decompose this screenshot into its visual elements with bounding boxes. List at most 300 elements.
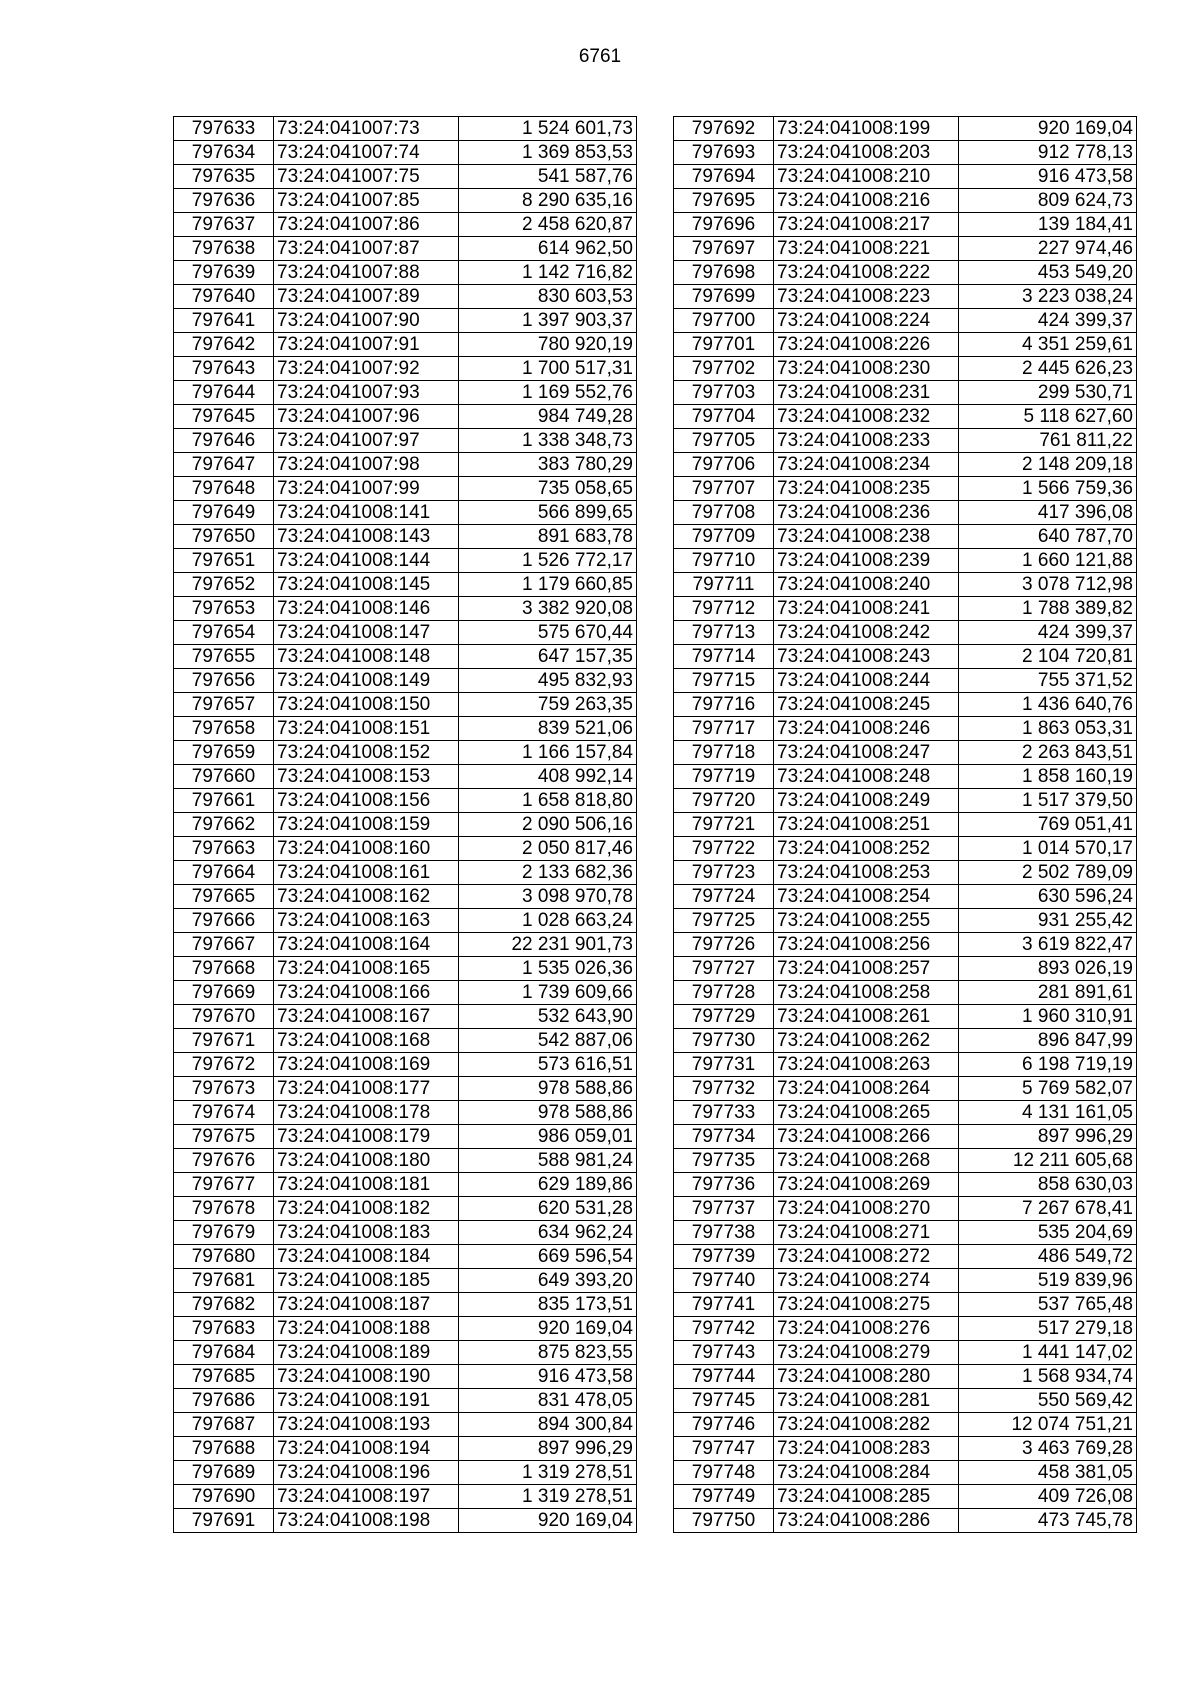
- cadastral-value-cell: 735 058,65: [459, 477, 637, 501]
- row-number-cell: 797681: [174, 1269, 274, 1293]
- table-row: [174, 237, 637, 261]
- cadastral-value-cell: 281 891,61: [959, 981, 1137, 1005]
- row-number-cell: 797723: [674, 861, 774, 885]
- row-number-cell: 797670: [174, 1005, 274, 1029]
- cadastral-value-cell: 920 169,04: [459, 1317, 637, 1341]
- cadastral-number-cell: 73:24:041008:156: [274, 789, 459, 813]
- cadastral-value-cell: 896 847,99: [959, 1029, 1137, 1053]
- cadastral-value-cell: 978 588,86: [459, 1077, 637, 1101]
- table-row: [674, 789, 1137, 813]
- cadastral-number-cell: 73:24:041008:246: [774, 717, 959, 741]
- row-number-cell: 797716: [674, 693, 774, 717]
- cadastral-number-cell: 73:24:041008:217: [774, 213, 959, 237]
- cadastral-value-cell: 227 974,46: [959, 237, 1137, 261]
- table-row: [174, 1437, 637, 1461]
- cadastral-value-cell: 986 059,01: [459, 1125, 637, 1149]
- cadastral-value-cell: 409 726,08: [959, 1485, 1137, 1509]
- row-number-cell: 797696: [674, 213, 774, 237]
- table-row: [674, 429, 1137, 453]
- cadastral-value-cell: 916 473,58: [959, 165, 1137, 189]
- table-row: [174, 1053, 637, 1077]
- table-row: [174, 1509, 637, 1533]
- table-row: [174, 1365, 637, 1389]
- cadastral-number-cell: 73:24:041008:233: [774, 429, 959, 453]
- table-row: [174, 597, 637, 621]
- table-row: [174, 1269, 637, 1293]
- row-number-cell: 797747: [674, 1437, 774, 1461]
- table-row: [674, 1365, 1137, 1389]
- cadastral-number-cell: 73:24:041008:152: [274, 741, 459, 765]
- cadastral-number-cell: 73:24:041008:203: [774, 141, 959, 165]
- cadastral-value-cell: 6 198 719,19: [959, 1053, 1137, 1077]
- row-number-cell: 797721: [674, 813, 774, 837]
- cadastral-value-cell: 931 255,42: [959, 909, 1137, 933]
- cadastral-value-cell: 875 823,55: [459, 1341, 637, 1365]
- cadastral-number-cell: 73:24:041007:86: [274, 213, 459, 237]
- row-number-cell: 797733: [674, 1101, 774, 1125]
- cadastral-value-cell: 535 204,69: [959, 1221, 1137, 1245]
- row-number-cell: 797633: [174, 117, 274, 141]
- cadastral-number-cell: 73:24:041008:184: [274, 1245, 459, 1269]
- table-row: [674, 1509, 1137, 1533]
- table-row: [674, 357, 1137, 381]
- table-row: [674, 597, 1137, 621]
- cadastral-number-cell: 73:24:041008:150: [274, 693, 459, 717]
- cadastral-number-cell: 73:24:041008:276: [774, 1317, 959, 1341]
- cadastral-number-cell: 73:24:041007:97: [274, 429, 459, 453]
- table-row: [674, 1485, 1137, 1509]
- table-row: [674, 309, 1137, 333]
- cadastral-number-cell: 73:24:041008:274: [774, 1269, 959, 1293]
- row-number-cell: 797740: [674, 1269, 774, 1293]
- row-number-cell: 797708: [674, 501, 774, 525]
- table-row: [674, 1005, 1137, 1029]
- cadastral-number-cell: 73:24:041008:179: [274, 1125, 459, 1149]
- table-row: [174, 333, 637, 357]
- cadastral-number-cell: 73:24:041008:241: [774, 597, 959, 621]
- row-number-cell: 797725: [674, 909, 774, 933]
- row-number-cell: 797735: [674, 1149, 774, 1173]
- row-number-cell: 797648: [174, 477, 274, 501]
- cadastral-number-cell: 73:24:041008:181: [274, 1173, 459, 1197]
- row-number-cell: 797732: [674, 1077, 774, 1101]
- cadastral-value-cell: 537 765,48: [959, 1293, 1137, 1317]
- row-number-cell: 797657: [174, 693, 274, 717]
- cadastral-value-cell: 2 445 626,23: [959, 357, 1137, 381]
- cadastral-number-cell: 73:24:041008:223: [774, 285, 959, 309]
- table-row: [674, 1317, 1137, 1341]
- cadastral-number-cell: 73:24:041008:263: [774, 1053, 959, 1077]
- cadastral-value-cell: 1 658 818,80: [459, 789, 637, 813]
- table-row: [674, 1389, 1137, 1413]
- cadastral-value-cell: 891 683,78: [459, 525, 637, 549]
- row-number-cell: 797689: [174, 1461, 274, 1485]
- row-number-cell: 797634: [174, 141, 274, 165]
- table-row: [674, 957, 1137, 981]
- cadastral-number-cell: 73:24:041008:270: [774, 1197, 959, 1221]
- row-number-cell: 797676: [174, 1149, 274, 1173]
- row-number-cell: 797706: [674, 453, 774, 477]
- cadastral-value-cell: 2 050 817,46: [459, 837, 637, 861]
- cadastral-value-cell: 1 142 716,82: [459, 261, 637, 285]
- cadastral-number-cell: 73:24:041008:283: [774, 1437, 959, 1461]
- cadastral-value-cell: 630 596,24: [959, 885, 1137, 909]
- table-row: [174, 1413, 637, 1437]
- cadastral-value-cell: 3 078 712,98: [959, 573, 1137, 597]
- row-number-cell: 797750: [674, 1509, 774, 1533]
- cadastral-value-cell: 984 749,28: [459, 405, 637, 429]
- cadastral-number-cell: 73:24:041008:216: [774, 189, 959, 213]
- table-row: [174, 813, 637, 837]
- row-number-cell: 797673: [174, 1077, 274, 1101]
- cadastral-number-cell: 73:24:041008:143: [274, 525, 459, 549]
- table-row: [174, 669, 637, 693]
- table-row: [174, 1461, 637, 1485]
- table-row: [674, 1221, 1137, 1245]
- cadastral-value-cell: 3 223 038,24: [959, 285, 1137, 309]
- table-row: [174, 1245, 637, 1269]
- cadastral-number-cell: 73:24:041008:281: [774, 1389, 959, 1413]
- cadastral-number-cell: 73:24:041008:141: [274, 501, 459, 525]
- table-row: [174, 573, 637, 597]
- cadastral-number-cell: 73:24:041007:90: [274, 309, 459, 333]
- cadastral-number-cell: 73:24:041008:265: [774, 1101, 959, 1125]
- row-number-cell: 797744: [674, 1365, 774, 1389]
- cadastral-number-cell: 73:24:041008:153: [274, 765, 459, 789]
- table-row: [174, 1125, 637, 1149]
- cadastral-value-cell: 1 338 348,73: [459, 429, 637, 453]
- cadastral-number-cell: 73:24:041008:160: [274, 837, 459, 861]
- cadastral-number-cell: 73:24:041007:89: [274, 285, 459, 309]
- table-row: [174, 861, 637, 885]
- cadastral-value-cell: 1 858 160,19: [959, 765, 1137, 789]
- cadastral-value-cell: 634 962,24: [459, 1221, 637, 1245]
- cadastral-value-cell: 2 133 682,36: [459, 861, 637, 885]
- row-number-cell: 797666: [174, 909, 274, 933]
- row-number-cell: 797690: [174, 1485, 274, 1509]
- table-row: [674, 1029, 1137, 1053]
- row-number-cell: 797737: [674, 1197, 774, 1221]
- row-number-cell: 797717: [674, 717, 774, 741]
- table-row: [174, 549, 637, 573]
- table-row: [674, 765, 1137, 789]
- row-number-cell: 797642: [174, 333, 274, 357]
- table-row: [174, 1173, 637, 1197]
- cadastral-value-cell: 893 026,19: [959, 957, 1137, 981]
- row-number-cell: 797692: [674, 117, 774, 141]
- table-row: [674, 1125, 1137, 1149]
- cadastral-number-cell: 73:24:041008:180: [274, 1149, 459, 1173]
- cadastral-value-cell: 1 014 570,17: [959, 837, 1137, 861]
- row-number-cell: 797712: [674, 597, 774, 621]
- row-number-cell: 797722: [674, 837, 774, 861]
- cadastral-number-cell: 73:24:041007:75: [274, 165, 459, 189]
- cadastral-value-cell: 759 263,35: [459, 693, 637, 717]
- table-row: [174, 765, 637, 789]
- cadastral-value-cell: 4 351 259,61: [959, 333, 1137, 357]
- table-row: [174, 189, 637, 213]
- cadastral-value-cell: 620 531,28: [459, 1197, 637, 1221]
- table-row: [674, 477, 1137, 501]
- cadastral-value-cell: 473 745,78: [959, 1509, 1137, 1533]
- row-number-cell: 797669: [174, 981, 274, 1005]
- cadastral-number-cell: 73:24:041008:191: [274, 1389, 459, 1413]
- cadastral-value-cell: 1 566 759,36: [959, 477, 1137, 501]
- table-row: [674, 645, 1137, 669]
- table-row: [674, 285, 1137, 309]
- cadastral-value-cell: 1 526 772,17: [459, 549, 637, 573]
- row-number-cell: 797639: [174, 261, 274, 285]
- cadastral-value-cell: 669 596,54: [459, 1245, 637, 1269]
- table-row: [174, 645, 637, 669]
- cadastral-value-cell: 4 131 161,05: [959, 1101, 1137, 1125]
- row-number-cell: 797705: [674, 429, 774, 453]
- cadastral-value-cell: 3 382 920,08: [459, 597, 637, 621]
- cadastral-value-cell: 424 399,37: [959, 309, 1137, 333]
- row-number-cell: 797693: [674, 141, 774, 165]
- cadastral-value-cell: 2 090 506,16: [459, 813, 637, 837]
- table-row: [674, 621, 1137, 645]
- cadastral-number-cell: 73:24:041008:252: [774, 837, 959, 861]
- cadastral-value-cell: 139 184,41: [959, 213, 1137, 237]
- table-row: [674, 381, 1137, 405]
- cadastral-number-cell: 73:24:041008:148: [274, 645, 459, 669]
- cadastral-number-cell: 73:24:041007:99: [274, 477, 459, 501]
- row-number-cell: 797718: [674, 741, 774, 765]
- row-number-cell: 797661: [174, 789, 274, 813]
- cadastral-value-cell: 22 231 901,73: [459, 933, 637, 957]
- table-row: [174, 405, 637, 429]
- table-row: [174, 501, 637, 525]
- row-number-cell: 797684: [174, 1341, 274, 1365]
- cadastral-number-cell: 73:24:041008:164: [274, 933, 459, 957]
- cadastral-value-cell: 1 863 053,31: [959, 717, 1137, 741]
- table-row: [674, 1293, 1137, 1317]
- cadastral-number-cell: 73:24:041008:264: [774, 1077, 959, 1101]
- cadastral-value-cell: 573 616,51: [459, 1053, 637, 1077]
- cadastral-value-cell: 1 568 934,74: [959, 1365, 1137, 1389]
- table-row: [174, 1029, 637, 1053]
- row-number-cell: 797672: [174, 1053, 274, 1077]
- cadastral-number-cell: 73:24:041008:251: [774, 813, 959, 837]
- cadastral-number-cell: 73:24:041008:286: [774, 1509, 959, 1533]
- cadastral-number-cell: 73:24:041008:231: [774, 381, 959, 405]
- row-number-cell: 797682: [174, 1293, 274, 1317]
- table-row: [674, 741, 1137, 765]
- row-number-cell: 797700: [674, 309, 774, 333]
- cadastral-value-cell: 1 517 379,50: [959, 789, 1137, 813]
- cadastral-value-cell: 649 393,20: [459, 1269, 637, 1293]
- table-row: [674, 1101, 1137, 1125]
- cadastral-number-cell: 73:24:041008:197: [274, 1485, 459, 1509]
- cadastral-number-cell: 73:24:041008:166: [274, 981, 459, 1005]
- cadastral-number-cell: 73:24:041008:256: [774, 933, 959, 957]
- table-row: [674, 1245, 1137, 1269]
- cadastral-value-cell: 8 290 635,16: [459, 189, 637, 213]
- table-row: [174, 453, 637, 477]
- cadastral-value-cell: 835 173,51: [459, 1293, 637, 1317]
- cadastral-number-cell: 73:24:041008:187: [274, 1293, 459, 1317]
- table-row: [674, 861, 1137, 885]
- cadastral-number-cell: 73:24:041008:183: [274, 1221, 459, 1245]
- cadastral-value-cell: 3 619 822,47: [959, 933, 1137, 957]
- table-row: [174, 1293, 637, 1317]
- row-number-cell: 797730: [674, 1029, 774, 1053]
- cadastral-number-cell: 73:24:041008:245: [774, 693, 959, 717]
- table-row: [674, 693, 1137, 717]
- table-row: [674, 501, 1137, 525]
- row-number-cell: 797678: [174, 1197, 274, 1221]
- row-number-cell: 797739: [674, 1245, 774, 1269]
- table-row: [174, 1485, 637, 1509]
- cadastral-value-cell: 897 996,29: [959, 1125, 1137, 1149]
- table-row: [174, 1317, 637, 1341]
- cadastral-number-cell: 73:24:041008:167: [274, 1005, 459, 1029]
- cadastral-value-cell: 3 463 769,28: [959, 1437, 1137, 1461]
- cadastral-value-cell: 12 211 605,68: [959, 1149, 1137, 1173]
- cadastral-number-cell: 73:24:041008:236: [774, 501, 959, 525]
- cadastral-value-cell: 517 279,18: [959, 1317, 1137, 1341]
- cadastral-number-cell: 73:24:041008:198: [274, 1509, 459, 1533]
- cadastral-number-cell: 73:24:041008:266: [774, 1125, 959, 1149]
- cadastral-value-cell: 1 169 552,76: [459, 381, 637, 405]
- cadastral-number-cell: 73:24:041008:268: [774, 1149, 959, 1173]
- cadastral-value-cell: 417 396,08: [959, 501, 1137, 525]
- cadastral-number-cell: 73:24:041008:144: [274, 549, 459, 573]
- cadastral-value-cell: 566 899,65: [459, 501, 637, 525]
- cadastral-value-cell: 614 962,50: [459, 237, 637, 261]
- cadastral-number-cell: 73:24:041008:199: [774, 117, 959, 141]
- row-number-cell: 797731: [674, 1053, 774, 1077]
- row-number-cell: 797701: [674, 333, 774, 357]
- table-row: [174, 981, 637, 1005]
- table-row: [674, 717, 1137, 741]
- cadastral-value-cell: 532 643,90: [459, 1005, 637, 1029]
- table-row: [174, 741, 637, 765]
- cadastral-number-cell: 73:24:041007:74: [274, 141, 459, 165]
- cadastral-number-cell: 73:24:041008:221: [774, 237, 959, 261]
- table-row: [174, 117, 637, 141]
- row-number-cell: 797683: [174, 1317, 274, 1341]
- cadastral-number-cell: 73:24:041008:285: [774, 1485, 959, 1509]
- cadastral-number-cell: 73:24:041008:193: [274, 1413, 459, 1437]
- table-row: [674, 333, 1137, 357]
- table-row: [174, 261, 637, 285]
- cadastral-number-cell: 73:24:041008:284: [774, 1461, 959, 1485]
- row-number-cell: 797703: [674, 381, 774, 405]
- table-row: [674, 213, 1137, 237]
- table-row: [674, 453, 1137, 477]
- row-number-cell: 797649: [174, 501, 274, 525]
- row-number-cell: 797654: [174, 621, 274, 645]
- cadastral-value-cell: 1 660 121,88: [959, 549, 1137, 573]
- cadastral-number-cell: 73:24:041008:282: [774, 1413, 959, 1437]
- table-row: [674, 1077, 1137, 1101]
- cadastral-value-cell: 920 169,04: [959, 117, 1137, 141]
- row-number-cell: 797637: [174, 213, 274, 237]
- row-number-cell: 797685: [174, 1365, 274, 1389]
- table-row: [174, 1341, 637, 1365]
- cadastral-value-cell: 2 502 789,09: [959, 861, 1137, 885]
- table-row: [674, 141, 1137, 165]
- row-number-cell: 797646: [174, 429, 274, 453]
- cadastral-number-cell: 73:24:041007:73: [274, 117, 459, 141]
- cadastral-number-cell: 73:24:041008:177: [274, 1077, 459, 1101]
- table-row: [174, 909, 637, 933]
- row-number-cell: 797743: [674, 1341, 774, 1365]
- table-row: [174, 285, 637, 309]
- cadastral-number-cell: 73:24:041008:235: [774, 477, 959, 501]
- cadastral-value-cell: 5 769 582,07: [959, 1077, 1137, 1101]
- row-number-cell: 797658: [174, 717, 274, 741]
- cadastral-number-cell: 73:24:041008:255: [774, 909, 959, 933]
- table-row: [174, 1077, 637, 1101]
- cadastral-number-cell: 73:24:041007:85: [274, 189, 459, 213]
- cadastral-value-table-left: [173, 116, 637, 1533]
- table-row: [674, 1461, 1137, 1485]
- row-number-cell: 797645: [174, 405, 274, 429]
- cadastral-number-cell: 73:24:041008:244: [774, 669, 959, 693]
- cadastral-number-cell: 73:24:041008:254: [774, 885, 959, 909]
- table-row: [174, 693, 637, 717]
- cadastral-number-cell: 73:24:041008:159: [274, 813, 459, 837]
- row-number-cell: 797720: [674, 789, 774, 813]
- table-row: [674, 1173, 1137, 1197]
- table-row: [174, 357, 637, 381]
- cadastral-value-cell: 640 787,70: [959, 525, 1137, 549]
- cadastral-value-cell: 858 630,03: [959, 1173, 1137, 1197]
- table-row: [174, 1197, 637, 1221]
- row-number-cell: 797715: [674, 669, 774, 693]
- cadastral-number-cell: 73:24:041008:168: [274, 1029, 459, 1053]
- cadastral-value-cell: 588 981,24: [459, 1149, 637, 1173]
- row-number-cell: 797643: [174, 357, 274, 381]
- row-number-cell: 797675: [174, 1125, 274, 1149]
- row-number-cell: 797641: [174, 309, 274, 333]
- row-number-cell: 797668: [174, 957, 274, 981]
- table-row: [174, 621, 637, 645]
- cadastral-value-cell: 978 588,86: [459, 1101, 637, 1125]
- cadastral-number-cell: 73:24:041008:242: [774, 621, 959, 645]
- cadastral-value-cell: 1 319 278,51: [459, 1461, 637, 1485]
- cadastral-number-cell: 73:24:041008:161: [274, 861, 459, 885]
- cadastral-number-cell: 73:24:041008:165: [274, 957, 459, 981]
- cadastral-number-cell: 73:24:041008:222: [774, 261, 959, 285]
- cadastral-value-cell: 1 535 026,36: [459, 957, 637, 981]
- table-row: [674, 117, 1137, 141]
- table-row: [674, 261, 1137, 285]
- cadastral-number-cell: 73:24:041008:185: [274, 1269, 459, 1293]
- cadastral-number-cell: 73:24:041008:188: [274, 1317, 459, 1341]
- row-number-cell: 797687: [174, 1413, 274, 1437]
- row-number-cell: 797736: [674, 1173, 774, 1197]
- table-row: [674, 1197, 1137, 1221]
- cadastral-value-cell: 541 587,76: [459, 165, 637, 189]
- row-number-cell: 797702: [674, 357, 774, 381]
- cadastral-value-cell: 299 530,71: [959, 381, 1137, 405]
- cadastral-value-cell: 3 098 970,78: [459, 885, 637, 909]
- row-number-cell: 797711: [674, 573, 774, 597]
- cadastral-value-cell: 912 778,13: [959, 141, 1137, 165]
- cadastral-number-cell: 73:24:041008:272: [774, 1245, 959, 1269]
- row-number-cell: 797638: [174, 237, 274, 261]
- table-row: [174, 213, 637, 237]
- row-number-cell: 797728: [674, 981, 774, 1005]
- cadastral-value-cell: 12 074 751,21: [959, 1413, 1137, 1437]
- cadastral-value-cell: 1 436 640,76: [959, 693, 1137, 717]
- cadastral-number-cell: 73:24:041008:238: [774, 525, 959, 549]
- cadastral-value-cell: 830 603,53: [459, 285, 637, 309]
